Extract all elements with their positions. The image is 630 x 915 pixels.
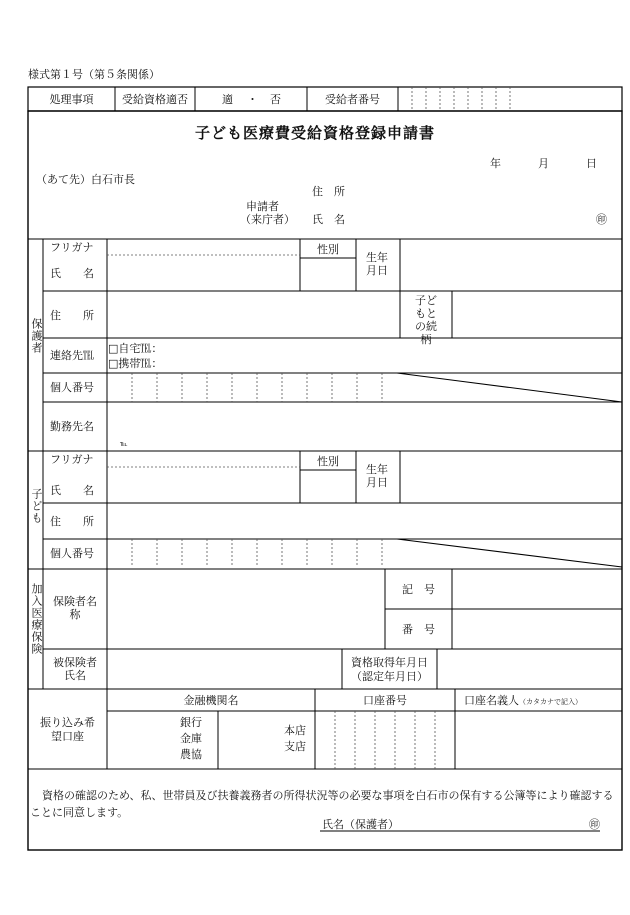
- branch-type-branch: 支店: [284, 740, 306, 753]
- guardian-address-label: 住 所: [50, 309, 94, 322]
- recipient-number-label: 受給者番号: [325, 93, 380, 106]
- guardian-personal-number-label: 個人番号: [50, 381, 94, 394]
- bank-type-shinkin: 金庫: [180, 732, 202, 745]
- child-name-label: 氏 名: [50, 484, 94, 497]
- consent-seal: ㊞: [589, 818, 600, 831]
- insured-name-label: 被保険者氏名: [53, 656, 97, 682]
- insurance-symbol-label: 記 号: [402, 583, 435, 596]
- guardian-home-phone: □自宅℡：: [108, 342, 163, 355]
- insurer-name-label: 保険者名称: [53, 595, 97, 621]
- consent-signature-label: 氏名（保護者）: [322, 818, 399, 831]
- date-year: 年: [490, 157, 501, 170]
- bank-type-bank: 銀行: [180, 716, 202, 729]
- consent-text: 資格の確認のため、私、世帯員及び扶養義務者の所得状況等の必要な事項を白石市の保有する公簿等により確認することに同意します。: [30, 789, 614, 819]
- child-personal-number-label: 個人番号: [50, 547, 94, 560]
- bank-account-holder-note: （カタカナで記入）: [519, 698, 582, 706]
- applicant-name-label: 氏 名: [312, 213, 345, 226]
- child-furigana-label: フリガナ: [50, 453, 94, 466]
- page-title: 子ども医療費受給資格登録申請書: [194, 124, 435, 142]
- guardian-workplace-tel: ℡: [120, 440, 128, 448]
- applicant-label: 申請者: [246, 200, 279, 213]
- child-gender-label: 性別: [317, 455, 339, 468]
- guardian-mobile-phone: □携帯℡：: [108, 357, 163, 370]
- insurance-section-label: 加入医療保険: [30, 583, 43, 655]
- bank-account-holder-label: 口座名義人: [464, 694, 519, 707]
- child-section-label: 子ども: [30, 488, 43, 524]
- guardian-section-label: 保護者: [30, 318, 43, 354]
- form-number: 様式第１号（第５条関係）: [28, 68, 160, 81]
- applicant-seal: ㊞: [596, 213, 607, 226]
- guardian-relationship-label: 子どもとの続柄: [415, 294, 437, 346]
- guardian-workplace-label: 勤務先名: [50, 420, 94, 433]
- eligibility-label: 受給資格適否: [122, 93, 188, 106]
- bank-account-number-header: 口座番号: [363, 694, 407, 707]
- applicant-visitor: （来庁者）: [240, 213, 295, 226]
- branch-type-main: 本店: [284, 724, 306, 737]
- insurance-number-label: 番 号: [402, 623, 435, 636]
- guardian-name-label: 氏 名: [50, 267, 94, 280]
- child-birthdate-label: 生年月日: [366, 463, 388, 489]
- eligibility-no: 否: [270, 93, 281, 106]
- bank-institution-header: 金融機関名: [183, 694, 239, 707]
- acquisition-date-label: 資格取得年月日: [351, 656, 428, 669]
- bank-type-ja: 農協: [180, 748, 202, 761]
- eligibility-dot: ・: [247, 93, 258, 106]
- date-day: 日: [586, 157, 597, 170]
- bank-account-holder-header: [464, 694, 582, 709]
- certified-date-label: （認定年月日）: [351, 670, 428, 683]
- guardian-furigana-label: フリガナ: [50, 241, 94, 254]
- eligibility-yes: 適: [222, 93, 233, 106]
- guardian-birthdate-label: 生年月日: [366, 251, 388, 277]
- addressee: （あて先）白石市長: [36, 173, 135, 186]
- processing-label: 処理事項: [49, 93, 94, 106]
- bank-section-label: 振り込み希望口座: [40, 716, 95, 743]
- guardian-gender-label: 性別: [317, 243, 339, 256]
- guardian-contact-label: 連絡先℡: [50, 349, 94, 362]
- date-month: 月: [538, 157, 549, 170]
- child-address-label: 住 所: [50, 515, 94, 528]
- applicant-address-label: 住 所: [312, 185, 345, 198]
